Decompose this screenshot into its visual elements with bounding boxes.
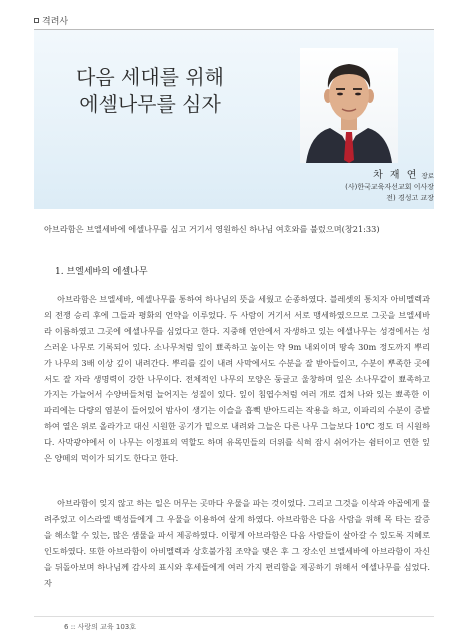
article-title-line2: 에셀나무를 심자 — [79, 92, 221, 116]
body-paragraph-1: 아브라함은 브엘세바, 에셀나무를 통하여 하나님의 뜻을 세웠고 순종하였다. 블레셋의 통치자 아비멜렉과의 전쟁 승리 후에 그들과 평화의 언약을 이루었다. 두 사람이 거기서 서로 맹세하였으므로 그곳을 브엘세바라 이름하였고 그곳에 에셀나무를 심었다고 한다. 지중해 연안에서 자생하고 있는 에셀나무는 성경에서는 성스러운 나무로 기록되어 있다. 소나무처럼 잎이 뾰족하고 높이는 약 9m 내외이며 땅속 30m 정도까지 뿌리가 나무의 3배 이상 깊이 내려간다. 뿌리를 깊이 내려 사막에서도 수분을 잘 받아들이고, 수분이 뿌족한 곳에서도 잘 자라 생명력이 강한 나무이다. 전체적인 나무의 모양은 둥글고 울창하며 잎은 소나무같이 뾰족하고 가지는 가늘어서 수양버들처럼 늘어지는 성질이 있다. 잎이 침엽수처럼 여러 개로 겹쳐 나와 있는 뾰족한 이파리에는 다량의 염분이 들어있어 밤사이 생기는 이슬을 흡뻑 받아드리는 작용을 하고, 이파리의 수분이 증발하여 열은 위로 올라가고 대신 시원한 공기가 밑으로 내려와 그늘은 다른 나무 그늘보다 10℃ 정도 더 시원하다. 사막광야에서 이 나무는 이정표의 역할도 하며 유목민들의 더위를 식혀 잠시 쉬어가는 쉼터이고 연한 잎은 양떼의 먹이가 되기도 한다고 한다. — [44, 294, 430, 464]
author-portrait — [300, 48, 398, 163]
square-icon — [34, 18, 39, 23]
author-affiliation-2: 전) 경성고 교장 — [386, 194, 434, 202]
article-title-line1: 다음 세대를 위해 — [76, 65, 224, 89]
section-label: 격려사 — [42, 17, 69, 27]
author-name-line — [345, 170, 434, 182]
running-header — [34, 14, 68, 27]
author-name: 차 재 연 — [373, 170, 419, 181]
page-footer — [64, 622, 136, 632]
intro-scripture: 아브라함은 브엘세바에 에셀나무를 심고 거기서 영원하신 하나님 여호와를 불렀으며(창21:33) — [44, 224, 380, 234]
footer-divider — [34, 616, 434, 617]
author-affiliation-1: (사)한국교육자선교회 이사장 — [345, 183, 434, 191]
portrait-image — [300, 48, 398, 163]
magazine-name: :: 사랑의 교육 103호 — [70, 623, 137, 631]
body-paragraph-2: 아브라함이 잊지 않고 하는 일은 머무는 곳마다 우물을 파는 것이었다. 그리고 그것을 이삭과 야곱에게 물려주었고 이스라엘 백성들에게 그 우물을 이용하여 살게 하였다. 아브라함은 다음 사람을 위해 목 타는 갈증을 해소할 수 있는, 많은 샘물을 파서 제공하였다. 이렇게 아브라함은 다음 사람들이 살아갈 수 있도록 지혜로 인도하였다. 또한 아브라함이 아비멜렉과 상호불가침 조약을 맺은 후 그 장소인 브엘세바에 아브라함이 자신을 뒤돌아보며 하나님께 감사의 표시와 후세들에게 여러 가지 편리함을 제공하기 위해서 에셀나무를 심었다. 자 — [44, 498, 430, 588]
page-number: 6 — [64, 623, 69, 631]
author-role: 장로 — [421, 172, 434, 180]
author-info — [345, 170, 434, 204]
section-heading: 1. 브엘세바의 에셀나무 — [55, 267, 148, 277]
